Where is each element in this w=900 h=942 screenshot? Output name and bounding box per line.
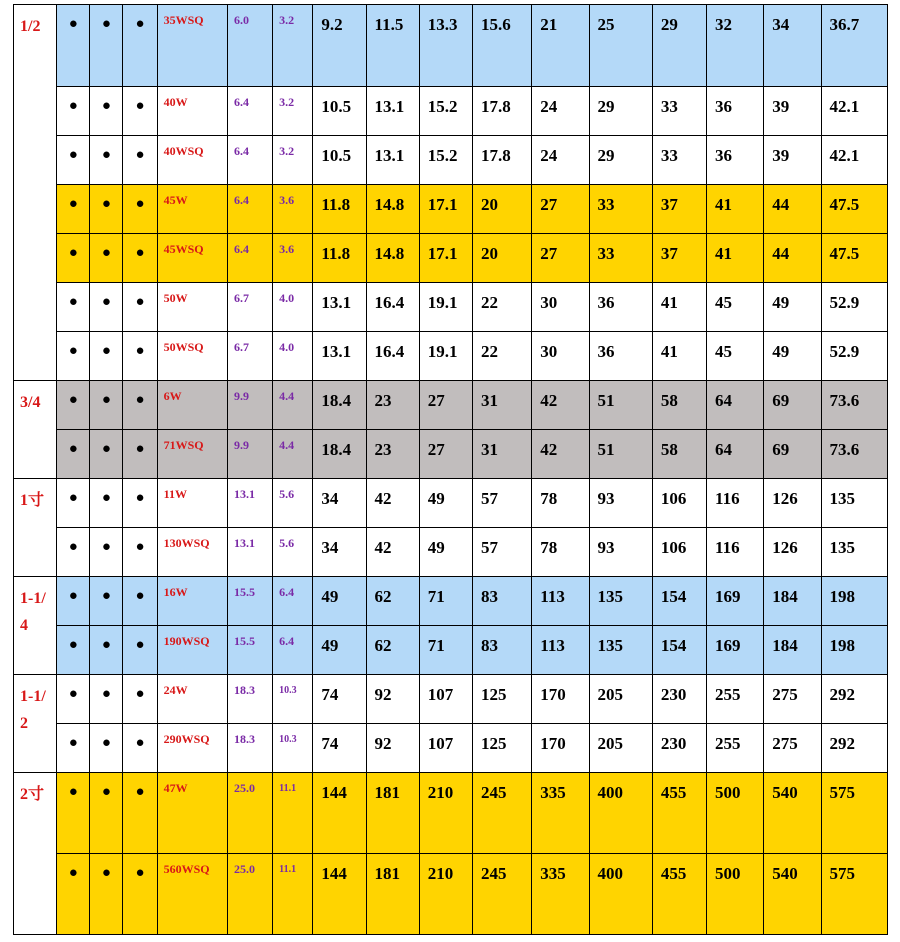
value-cell: 17.8 [473, 136, 532, 185]
value-cell: 39 [764, 87, 821, 136]
spec-b-cell: 3.2 [273, 136, 313, 185]
value-cell: 27 [419, 381, 472, 430]
value-cell: 170 [532, 724, 589, 773]
value-cell: 27 [532, 234, 589, 283]
spec-a-cell: 6.7 [227, 332, 272, 381]
bullet-mark: ● [57, 528, 90, 577]
bullet-mark: ● [90, 185, 123, 234]
value-cell: 31 [473, 381, 532, 430]
bullet-mark: ● [57, 773, 90, 854]
value-cell: 575 [821, 854, 887, 935]
model-cell: 11W [157, 479, 227, 528]
spec-b-cell: 5.6 [273, 528, 313, 577]
bullet-mark: ● [57, 854, 90, 935]
table-row [14, 773, 888, 854]
value-cell: 255 [707, 724, 764, 773]
table-row [14, 528, 888, 577]
value-cell: 52.9 [821, 332, 887, 381]
value-cell: 17.8 [473, 87, 532, 136]
model-cell: 6W [157, 381, 227, 430]
spec-b-cell: 11.1 [273, 773, 313, 854]
table-row [14, 479, 888, 528]
value-cell: 116 [707, 479, 764, 528]
value-cell: 9.2 [313, 5, 366, 87]
model-cell: 290WSQ [157, 724, 227, 773]
value-cell: 21 [532, 5, 589, 87]
bullet-mark: ● [90, 479, 123, 528]
value-cell: 15.2 [419, 136, 472, 185]
bullet-mark: ● [57, 626, 90, 675]
model-cell: 50W [157, 283, 227, 332]
value-cell: 144 [313, 773, 366, 854]
spec-a-cell: 9.9 [227, 381, 272, 430]
value-cell: 41 [707, 185, 764, 234]
spec-a-cell: 9.9 [227, 430, 272, 479]
value-cell: 62 [366, 626, 419, 675]
value-cell: 154 [652, 577, 706, 626]
table-row [14, 87, 888, 136]
bullet-mark: ● [123, 87, 157, 136]
value-cell: 17.1 [419, 185, 472, 234]
value-cell: 64 [707, 430, 764, 479]
size-group-one-half: 1-1/2 [14, 675, 57, 773]
value-cell: 10.5 [313, 87, 366, 136]
spec-a-cell: 6.4 [227, 234, 272, 283]
value-cell: 93 [589, 528, 652, 577]
bullet-mark: ● [123, 479, 157, 528]
value-cell: 245 [473, 854, 532, 935]
value-cell: 23 [366, 430, 419, 479]
value-cell: 210 [419, 854, 472, 935]
value-cell: 455 [652, 854, 706, 935]
value-cell: 69 [764, 430, 821, 479]
model-cell: 40W [157, 87, 227, 136]
size-group-three-quarter: 3/4 [14, 381, 57, 479]
value-cell: 92 [366, 675, 419, 724]
value-cell: 58 [652, 430, 706, 479]
spec-a-cell: 6.4 [227, 185, 272, 234]
value-cell: 27 [419, 430, 472, 479]
table-row [14, 854, 888, 935]
value-cell: 20 [473, 234, 532, 283]
bullet-mark: ● [123, 234, 157, 283]
value-cell: 24 [532, 136, 589, 185]
bullet-mark: ● [57, 234, 90, 283]
model-cell: 50WSQ [157, 332, 227, 381]
value-cell: 18.4 [313, 381, 366, 430]
value-cell: 92 [366, 724, 419, 773]
value-cell: 13.3 [419, 5, 472, 87]
value-cell: 51 [589, 381, 652, 430]
value-cell: 11.8 [313, 185, 366, 234]
value-cell: 184 [764, 577, 821, 626]
value-cell: 32 [707, 5, 764, 87]
value-cell: 22 [473, 332, 532, 381]
bullet-mark: ● [90, 87, 123, 136]
value-cell: 135 [821, 479, 887, 528]
value-cell: 169 [707, 577, 764, 626]
value-cell: 125 [473, 724, 532, 773]
bullet-mark: ● [123, 528, 157, 577]
value-cell: 49 [419, 528, 472, 577]
value-cell: 29 [589, 87, 652, 136]
value-cell: 16.4 [366, 332, 419, 381]
bullet-mark: ● [123, 724, 157, 773]
value-cell: 42 [366, 479, 419, 528]
value-cell: 30 [532, 332, 589, 381]
model-cell: 560WSQ [157, 854, 227, 935]
spec-table [13, 4, 888, 935]
spec-b-cell: 4.0 [273, 283, 313, 332]
table-row [14, 332, 888, 381]
value-cell: 37 [652, 185, 706, 234]
value-cell: 41 [707, 234, 764, 283]
value-cell: 73.6 [821, 381, 887, 430]
model-cell: 71WSQ [157, 430, 227, 479]
spec-a-cell: 13.1 [227, 479, 272, 528]
bullet-mark: ● [123, 332, 157, 381]
value-cell: 205 [589, 675, 652, 724]
bullet-mark: ● [90, 430, 123, 479]
value-cell: 37 [652, 234, 706, 283]
value-cell: 78 [532, 528, 589, 577]
bullet-mark: ● [123, 577, 157, 626]
bullet-mark: ● [90, 675, 123, 724]
bullet-mark: ● [90, 854, 123, 935]
value-cell: 400 [589, 854, 652, 935]
size-group-one-quarter: 1-1/4 [14, 577, 57, 675]
bullet-mark: ● [57, 430, 90, 479]
value-cell: 33 [589, 185, 652, 234]
value-cell: 17.1 [419, 234, 472, 283]
bullet-mark: ● [90, 381, 123, 430]
value-cell: 71 [419, 626, 472, 675]
value-cell: 210 [419, 773, 472, 854]
size-group-one: 1寸 [14, 479, 57, 577]
bullet-mark: ● [123, 854, 157, 935]
value-cell: 22 [473, 283, 532, 332]
model-cell: 24W [157, 675, 227, 724]
value-cell: 13.1 [366, 136, 419, 185]
value-cell: 245 [473, 773, 532, 854]
table-row [14, 5, 888, 87]
value-cell: 169 [707, 626, 764, 675]
value-cell: 292 [821, 675, 887, 724]
bullet-mark: ● [57, 136, 90, 185]
value-cell: 15.6 [473, 5, 532, 87]
bullet-mark: ● [57, 87, 90, 136]
value-cell: 45 [707, 283, 764, 332]
value-cell: 69 [764, 381, 821, 430]
spec-a-cell: 18.3 [227, 675, 272, 724]
table-row [14, 626, 888, 675]
value-cell: 107 [419, 675, 472, 724]
value-cell: 335 [532, 773, 589, 854]
value-cell: 52.9 [821, 283, 887, 332]
value-cell: 33 [652, 87, 706, 136]
value-cell: 184 [764, 626, 821, 675]
value-cell: 230 [652, 724, 706, 773]
bullet-mark: ● [90, 626, 123, 675]
spec-a-cell: 15.5 [227, 577, 272, 626]
value-cell: 14.8 [366, 234, 419, 283]
spec-b-cell: 3.2 [273, 87, 313, 136]
bullet-mark: ● [57, 675, 90, 724]
value-cell: 34 [313, 528, 366, 577]
value-cell: 58 [652, 381, 706, 430]
value-cell: 49 [764, 332, 821, 381]
model-cell: 16W [157, 577, 227, 626]
value-cell: 41 [652, 283, 706, 332]
bullet-mark: ● [57, 724, 90, 773]
table-row [14, 136, 888, 185]
table-row [14, 185, 888, 234]
value-cell: 135 [589, 626, 652, 675]
spec-a-cell: 18.3 [227, 724, 272, 773]
spec-b-cell: 10.3 [273, 675, 313, 724]
value-cell: 29 [652, 5, 706, 87]
bullet-mark: ● [90, 136, 123, 185]
value-cell: 49 [313, 577, 366, 626]
value-cell: 181 [366, 773, 419, 854]
value-cell: 23 [366, 381, 419, 430]
spec-a-cell: 6.0 [227, 5, 272, 87]
size-group-half: 1/2 [14, 5, 57, 381]
value-cell: 19.1 [419, 332, 472, 381]
value-cell: 575 [821, 773, 887, 854]
value-cell: 540 [764, 773, 821, 854]
value-cell: 42 [532, 381, 589, 430]
bullet-mark: ● [90, 5, 123, 87]
value-cell: 106 [652, 528, 706, 577]
spec-b-cell: 3.6 [273, 234, 313, 283]
value-cell: 170 [532, 675, 589, 724]
value-cell: 135 [821, 528, 887, 577]
value-cell: 540 [764, 854, 821, 935]
bullet-mark: ● [123, 5, 157, 87]
value-cell: 13.1 [313, 283, 366, 332]
value-cell: 57 [473, 528, 532, 577]
value-cell: 47.5 [821, 234, 887, 283]
spec-b-cell: 10.3 [273, 724, 313, 773]
value-cell: 27 [532, 185, 589, 234]
value-cell: 113 [532, 577, 589, 626]
bullet-mark: ● [57, 5, 90, 87]
spec-a-cell: 15.5 [227, 626, 272, 675]
value-cell: 500 [707, 773, 764, 854]
spec-a-cell: 25.0 [227, 854, 272, 935]
value-cell: 39 [764, 136, 821, 185]
spec-b-cell: 11.1 [273, 854, 313, 935]
bullet-mark: ● [57, 577, 90, 626]
table-row [14, 381, 888, 430]
value-cell: 44 [764, 185, 821, 234]
table-row [14, 577, 888, 626]
value-cell: 292 [821, 724, 887, 773]
table-row [14, 724, 888, 773]
value-cell: 49 [764, 283, 821, 332]
value-cell: 198 [821, 577, 887, 626]
value-cell: 33 [652, 136, 706, 185]
spec-b-cell: 6.4 [273, 626, 313, 675]
value-cell: 93 [589, 479, 652, 528]
model-cell: 47W [157, 773, 227, 854]
value-cell: 74 [313, 675, 366, 724]
bullet-mark: ● [90, 332, 123, 381]
value-cell: 125 [473, 675, 532, 724]
value-cell: 205 [589, 724, 652, 773]
value-cell: 62 [366, 577, 419, 626]
value-cell: 30 [532, 283, 589, 332]
value-cell: 31 [473, 430, 532, 479]
value-cell: 36 [707, 87, 764, 136]
value-cell: 15.2 [419, 87, 472, 136]
value-cell: 44 [764, 234, 821, 283]
model-cell: 130WSQ [157, 528, 227, 577]
value-cell: 33 [589, 234, 652, 283]
value-cell: 335 [532, 854, 589, 935]
value-cell: 34 [313, 479, 366, 528]
value-cell: 154 [652, 626, 706, 675]
value-cell: 107 [419, 724, 472, 773]
value-cell: 144 [313, 854, 366, 935]
spec-b-cell: 5.6 [273, 479, 313, 528]
spec-b-cell: 6.4 [273, 577, 313, 626]
value-cell: 20 [473, 185, 532, 234]
spec-b-cell: 4.0 [273, 332, 313, 381]
table-row [14, 675, 888, 724]
value-cell: 29 [589, 136, 652, 185]
table-row [14, 234, 888, 283]
value-cell: 11.8 [313, 234, 366, 283]
spec-b-cell: 3.2 [273, 5, 313, 87]
value-cell: 18.4 [313, 430, 366, 479]
value-cell: 113 [532, 626, 589, 675]
spec-a-cell: 6.7 [227, 283, 272, 332]
spec-a-cell: 25.0 [227, 773, 272, 854]
value-cell: 74 [313, 724, 366, 773]
bullet-mark: ● [123, 136, 157, 185]
value-cell: 47.5 [821, 185, 887, 234]
bullet-mark: ● [90, 528, 123, 577]
value-cell: 455 [652, 773, 706, 854]
value-cell: 36 [589, 332, 652, 381]
value-cell: 14.8 [366, 185, 419, 234]
bullet-mark: ● [57, 185, 90, 234]
spec-b-cell: 3.6 [273, 185, 313, 234]
spec-a-cell: 6.4 [227, 136, 272, 185]
value-cell: 36.7 [821, 5, 887, 87]
value-cell: 135 [589, 577, 652, 626]
value-cell: 25 [589, 5, 652, 87]
bullet-mark: ● [123, 185, 157, 234]
bullet-mark: ● [57, 332, 90, 381]
value-cell: 57 [473, 479, 532, 528]
bullet-mark: ● [90, 234, 123, 283]
value-cell: 71 [419, 577, 472, 626]
bullet-mark: ● [90, 283, 123, 332]
value-cell: 64 [707, 381, 764, 430]
bullet-mark: ● [57, 381, 90, 430]
value-cell: 11.5 [366, 5, 419, 87]
model-cell: 45W [157, 185, 227, 234]
bullet-mark: ● [90, 724, 123, 773]
value-cell: 24 [532, 87, 589, 136]
bullet-mark: ● [123, 430, 157, 479]
model-cell: 35WSQ [157, 5, 227, 87]
value-cell: 49 [313, 626, 366, 675]
spec-b-cell: 4.4 [273, 430, 313, 479]
value-cell: 73.6 [821, 430, 887, 479]
bullet-mark: ● [123, 283, 157, 332]
value-cell: 198 [821, 626, 887, 675]
value-cell: 45 [707, 332, 764, 381]
bullet-mark: ● [57, 283, 90, 332]
model-cell: 45WSQ [157, 234, 227, 283]
bullet-mark: ● [123, 626, 157, 675]
value-cell: 42.1 [821, 87, 887, 136]
value-cell: 275 [764, 675, 821, 724]
value-cell: 400 [589, 773, 652, 854]
value-cell: 49 [419, 479, 472, 528]
bullet-mark: ● [90, 773, 123, 854]
table-row [14, 283, 888, 332]
value-cell: 51 [589, 430, 652, 479]
value-cell: 275 [764, 724, 821, 773]
value-cell: 42 [532, 430, 589, 479]
value-cell: 106 [652, 479, 706, 528]
value-cell: 42.1 [821, 136, 887, 185]
value-cell: 181 [366, 854, 419, 935]
value-cell: 34 [764, 5, 821, 87]
bullet-mark: ● [57, 479, 90, 528]
bullet-mark: ● [123, 675, 157, 724]
size-group-two: 2寸 [14, 773, 57, 935]
value-cell: 78 [532, 479, 589, 528]
value-cell: 36 [707, 136, 764, 185]
value-cell: 42 [366, 528, 419, 577]
value-cell: 230 [652, 675, 706, 724]
value-cell: 500 [707, 854, 764, 935]
bullet-mark: ● [90, 577, 123, 626]
value-cell: 126 [764, 479, 821, 528]
spec-a-cell: 13.1 [227, 528, 272, 577]
model-cell: 40WSQ [157, 136, 227, 185]
value-cell: 126 [764, 528, 821, 577]
table-row [14, 430, 888, 479]
value-cell: 255 [707, 675, 764, 724]
value-cell: 13.1 [366, 87, 419, 136]
spec-b-cell: 4.4 [273, 381, 313, 430]
value-cell: 116 [707, 528, 764, 577]
value-cell: 19.1 [419, 283, 472, 332]
value-cell: 10.5 [313, 136, 366, 185]
bullet-mark: ● [123, 381, 157, 430]
value-cell: 41 [652, 332, 706, 381]
model-cell: 190WSQ [157, 626, 227, 675]
value-cell: 13.1 [313, 332, 366, 381]
value-cell: 36 [589, 283, 652, 332]
value-cell: 83 [473, 626, 532, 675]
value-cell: 83 [473, 577, 532, 626]
bullet-mark: ● [123, 773, 157, 854]
spec-a-cell: 6.4 [227, 87, 272, 136]
value-cell: 16.4 [366, 283, 419, 332]
